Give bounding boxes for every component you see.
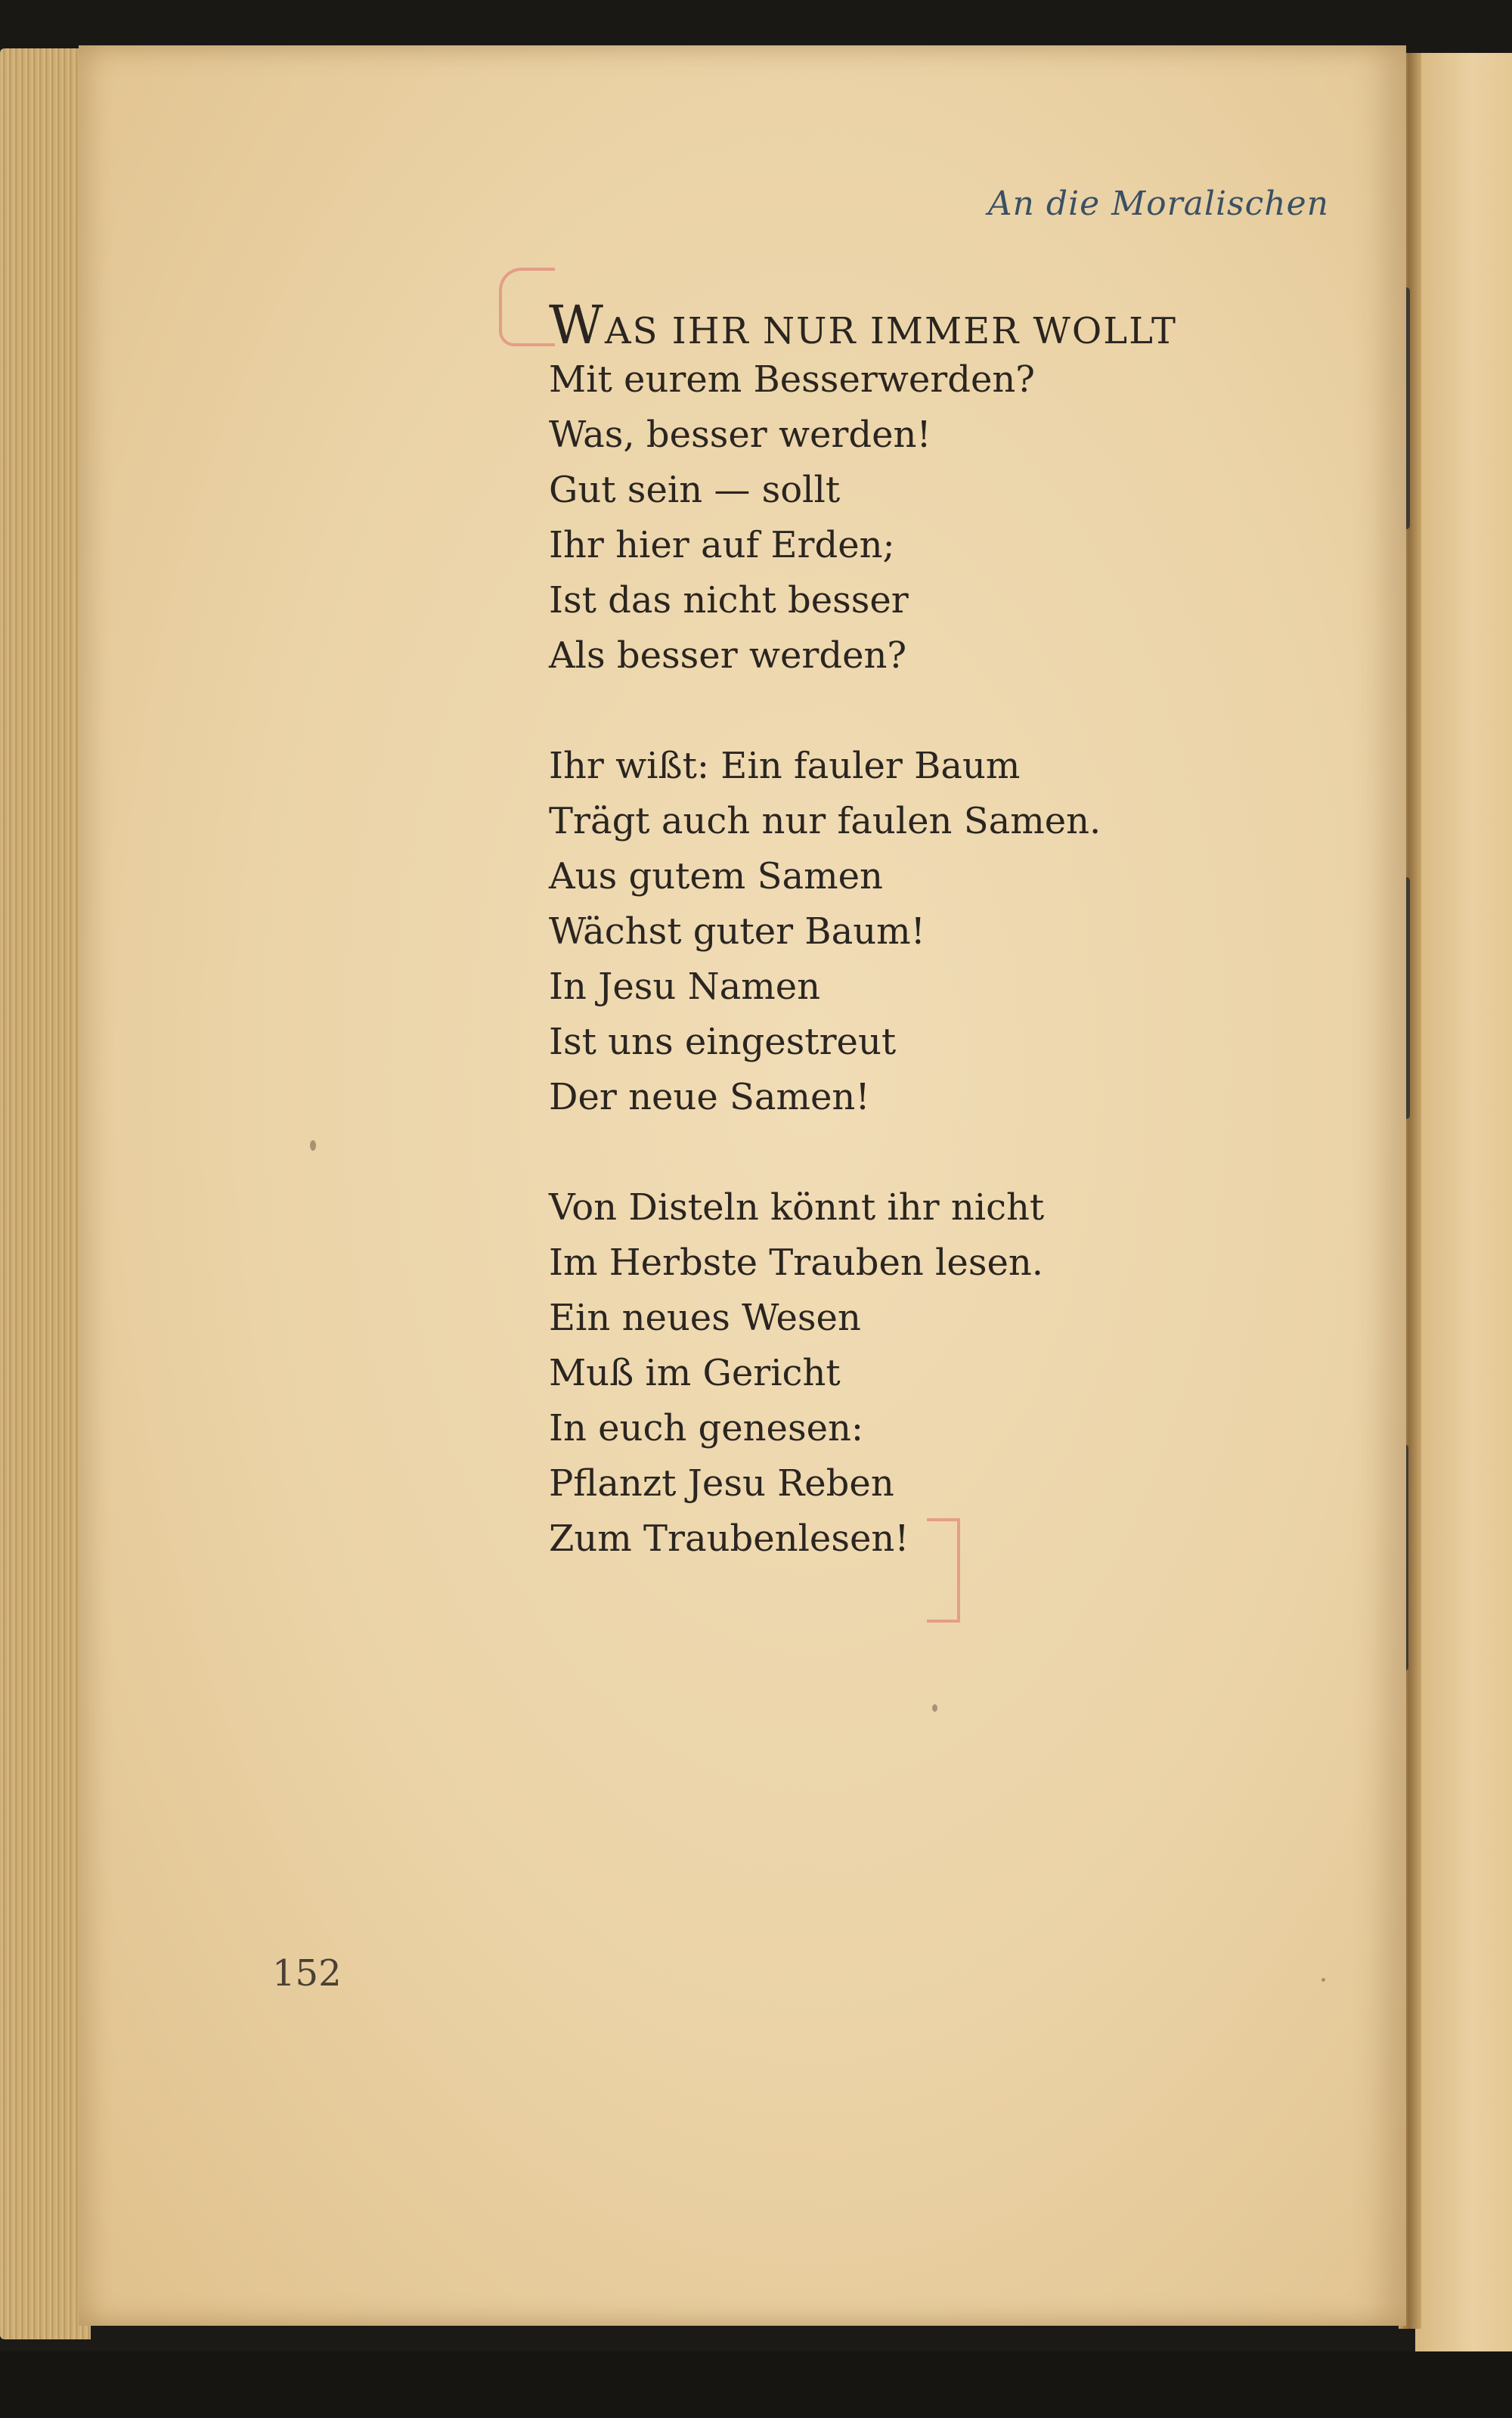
poem-line: Ihr wißt: Ein fauler Baum <box>549 745 1021 787</box>
poem-line: Im Herbste Trauben lesen. <box>549 1242 1044 1284</box>
poem-line: Aus gutem Samen <box>549 855 883 897</box>
poem-line: Trägt auch nur faulen Samen. <box>549 800 1101 842</box>
poem-line: Wächst guter Baum! <box>549 910 925 953</box>
poem-line: Was, besser werden! <box>549 414 931 456</box>
stanza-2 <box>549 739 1320 1125</box>
scan-background-bottom <box>0 2351 1512 2418</box>
poem-line: Mit eurem Besserwerden? <box>549 358 1036 401</box>
poem-line: Pflanzt Jesu Reben <box>549 1462 894 1505</box>
poem-title <box>549 295 1320 361</box>
facing-page-edge <box>1415 53 1512 2351</box>
poem-line: Gut sein — sollt <box>549 469 841 511</box>
title-rest: AS IHR NUR IMMER WOLLT <box>604 310 1178 352</box>
running-head: An die Moralischen <box>987 184 1329 223</box>
poem-line: Ihr hier auf Erden; <box>549 524 895 566</box>
paper-speck <box>932 1704 937 1712</box>
poem-line: Muß im Gericht <box>549 1352 841 1394</box>
poem-line: Ist das nicht besser <box>549 579 909 622</box>
poem-line: Als besser werden? <box>549 634 907 677</box>
poem-line: Zum Traubenlesen! <box>549 1517 909 1560</box>
title-initial: W <box>549 294 605 356</box>
poem-line: In euch genesen: <box>549 1407 864 1449</box>
poem-line: Von Disteln könnt ihr nicht <box>549 1186 1045 1229</box>
stanza-3 <box>549 1180 1320 1567</box>
pencil-bracket-open <box>499 268 555 346</box>
stanza-1 <box>549 352 1320 684</box>
poem-line: Ein neues Wesen <box>549 1297 861 1339</box>
paper-speck <box>310 1140 316 1151</box>
page-number: 152 <box>272 1952 342 1995</box>
page-edges <box>0 48 91 2339</box>
poem-line: Der neue Samen! <box>549 1076 870 1118</box>
poem-line: Ist uns eingestreut <box>549 1021 897 1063</box>
paper-speck <box>1321 1978 1325 1982</box>
poem <box>549 295 1320 1622</box>
poem-line: In Jesu Namen <box>549 966 821 1008</box>
